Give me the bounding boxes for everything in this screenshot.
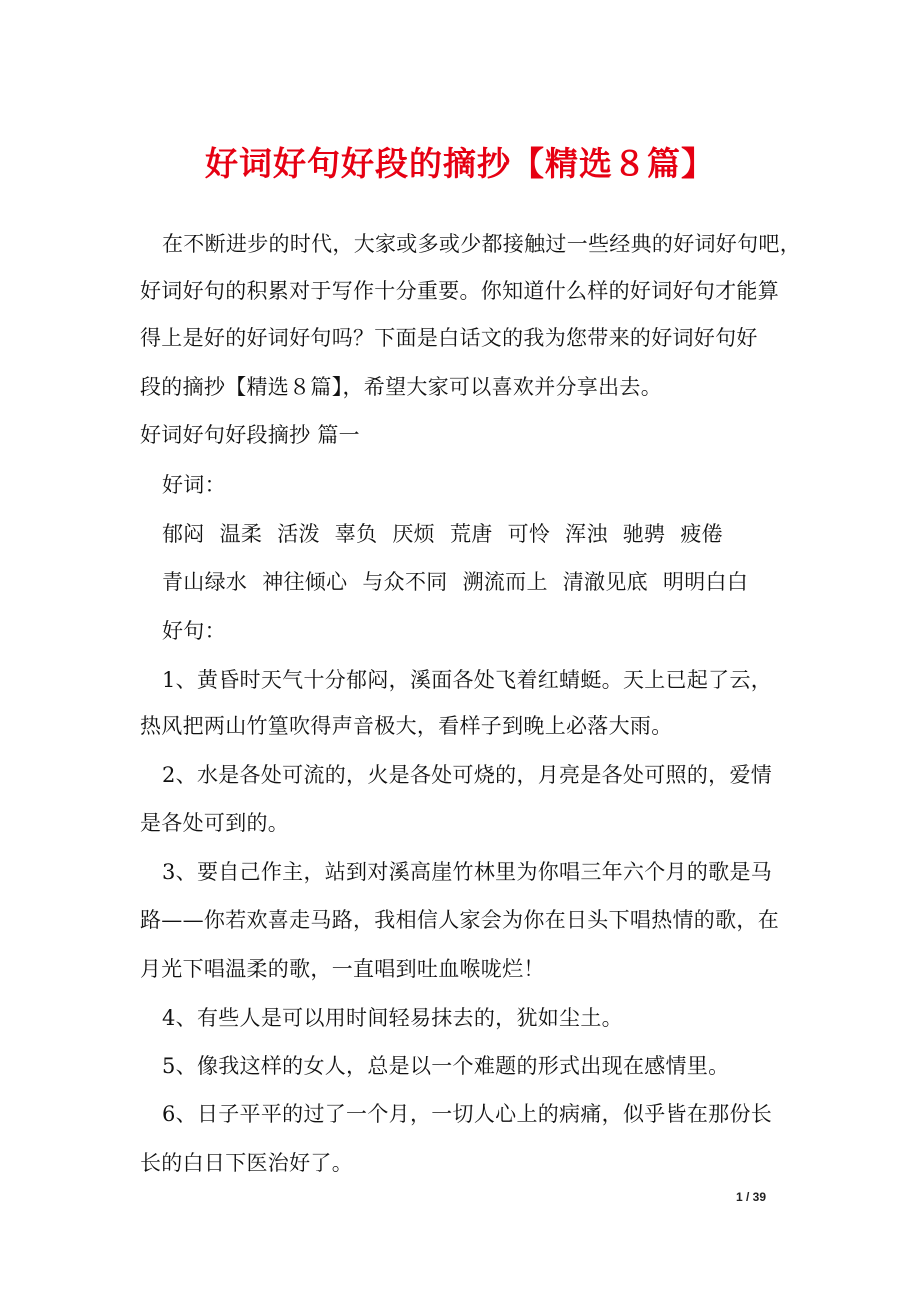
page-number: 1 / 39 [736,1190,767,1204]
phrase: 明明白白 [662,570,749,594]
intro-line: 好词好句的积累对于写作十分重要。你知道什么样的好词好句才能算 [140,279,779,303]
good-phrases-row [162,567,756,597]
word: 荒唐 [449,522,493,546]
good-words-row [162,519,731,549]
phrase: 青山绿水 [162,570,248,594]
word: 驰骋 [622,522,666,546]
sentence-line: 长的白日下医治好了。 [140,1151,353,1175]
word: 可怜 [507,522,551,546]
sentence-line: 月光下唱温柔的歌，一直唱到吐血喉咙烂！ [140,957,545,981]
word: 厌烦 [392,522,435,546]
word: 疲倦 [680,522,723,546]
sentence-line: 路——你若欢喜走马路，我相信人家会为你在日头下唱热情的歌，在 [140,908,779,932]
document-title: 好词好句好段的摘抄【精选８篇】 [205,144,715,183]
word: 温柔 [219,522,263,546]
sentence-line: 是各处可到的。 [140,811,290,835]
phrase: 清澈见底 [562,570,648,594]
intro-line: 段的摘抄【精选８篇】，希望大家可以喜欢并分享出去。 [140,375,662,399]
phrase: 与众不同 [362,570,448,594]
good-words-label: 好词： [162,473,226,497]
sentence-line: 2、水是各处可流的，火是各处可烧的，月亮是各处可照的，爱情 [162,763,773,787]
phrase: 神往倾心 [262,570,348,594]
word: 浑浊 [565,522,608,546]
phrase: 溯流而上 [462,570,548,594]
sentence-line: 4、有些人是可以用时间轻易抹去的，犹如尘土。 [162,1006,623,1030]
section-heading: 好词好句好段摘抄 篇一 [140,423,360,447]
good-sentences-label: 好句： [162,619,226,643]
word: 郁闷 [162,522,205,546]
sentence-line: 热风把两山竹篁吹得声音极大，看样子到晚上必落大雨。 [140,714,673,738]
sentence-line: 3、要自己作主，站到对溪高崖竹林里为你唱三年六个月的歌是马 [162,860,773,884]
sentence-line: 5、像我这样的女人，总是以一个难题的形式出现在感情里。 [162,1054,730,1078]
intro-line: 在不断进步的时代，大家或多或少都接触过一些经典的好词好句吧， [162,232,801,256]
sentence-line: 1、黄昏时天气十分郁闷，溪面各处飞着红蜻蜓。天上已起了云， [162,668,773,692]
intro-line: 得上是好的好词好句吗？下面是白话文的我为您带来的好词好句好 [140,326,758,350]
word: 活泼 [277,522,320,546]
word: 辜负 [334,522,378,546]
sentence-line: 6、日子平平的过了一个月，一切人心上的病痛，似乎皆在那份长 [162,1102,773,1126]
